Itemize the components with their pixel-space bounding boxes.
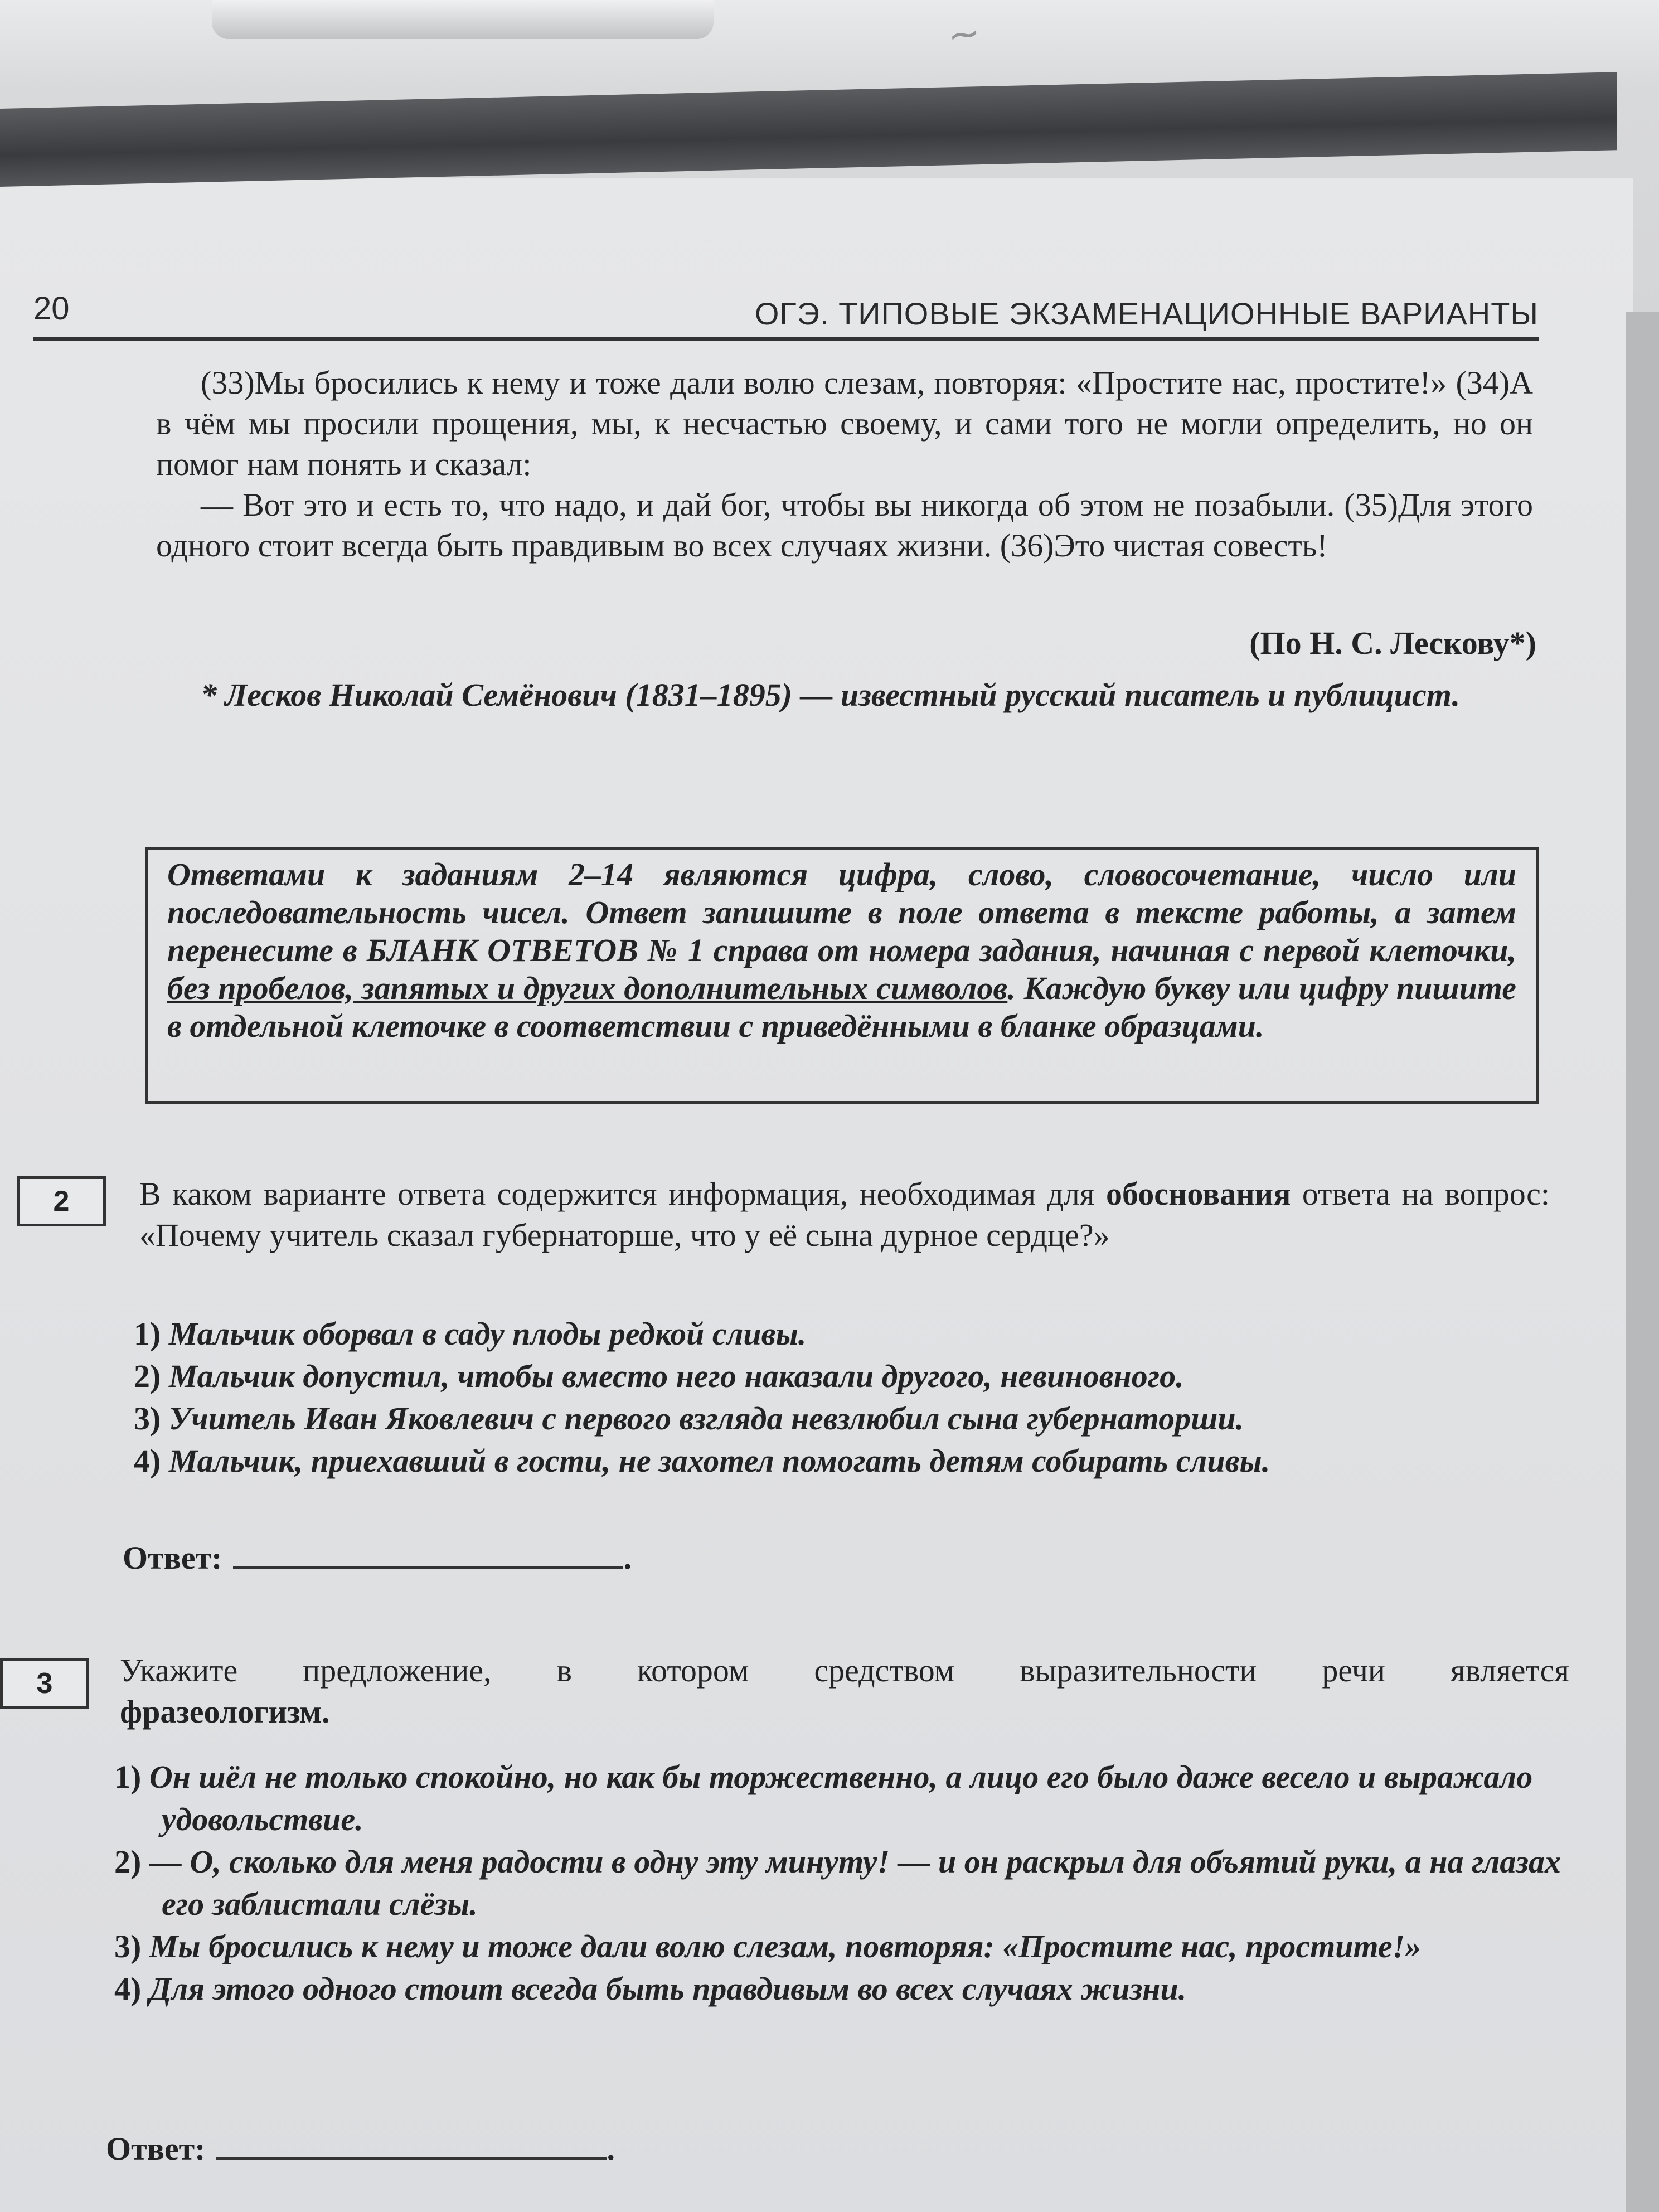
question-3-text <box>120 1650 1569 1733</box>
handwriting-scribble: ~ <box>944 9 984 59</box>
question-2-text <box>139 1173 1550 1256</box>
question-3-option-4[interactable]: 4) Для этого одного стоит всегда быть правдивым во всех случаях жизни. <box>114 1971 1187 2007</box>
question-2-option-3[interactable]: 3) Учитель Иван Яковлевич с первого взгляда невзлюбил сына губернаторши. <box>134 1400 1244 1437</box>
passage-paragraph-1: (33)Мы бросились к нему и тоже дали волю слезам, повторяя: «Простите нас, простите!» (34)А в чём мы просили прощения, мы, к несчастью своему, и сами того не могли определить, но он помог нам понять и сказал: <box>156 365 1533 482</box>
question-3-answer: Ответ: . <box>106 2131 615 2167</box>
instructions-part-2: . Каждую букву или цифру пишите в отдельной клеточке в соответствии с приведёнными в бланке образцами. <box>167 970 1517 1044</box>
question-3-answer-label: Ответ: <box>106 2131 206 2167</box>
question-2-option-2[interactable]: 2) Мальчик допустил, чтобы вместо него наказали другого, невиновного. <box>134 1358 1184 1394</box>
question-3-text-bold: фразеологизм. <box>120 1694 330 1730</box>
question-2-answer-label: Ответ: <box>123 1540 222 1576</box>
pen-object <box>212 0 714 39</box>
question-2-number-box: 2 <box>17 1176 106 1226</box>
instructions-underlined: без пробелов, запятых и других дополнительных символов <box>167 970 1008 1006</box>
reading-passage <box>156 362 1533 566</box>
question-3-answer-field[interactable] <box>216 2129 607 2160</box>
question-3-option-2[interactable]: 2) — О, сколько для меня радости в одну эту минуту! — и он раскрыл для объятий руки, а на глазах его заблистали слёзы. <box>114 1844 1561 1922</box>
passage-source: (По Н. С. Лескову*) <box>1249 625 1536 661</box>
question-2-option-4[interactable]: 4) Мальчик, приехавший в гости, не захотел помогать детям собирать сливы. <box>134 1443 1270 1479</box>
question-2-text-bold: обоснования <box>1105 1176 1291 1212</box>
passage-paragraph-2: — Вот это и есть то, что надо, и дай бог, чтобы вы никогда об этом не позабыли. (35)Для этого одного стоит всегда быть правдивым во всех случаях жизни. (36)Это чистая совесть! <box>156 487 1533 564</box>
book-title: ОГЭ. ТИПОВЫЕ ЭКЗАМЕНАЦИОННЫЕ ВАРИАНТЫ <box>754 296 1539 331</box>
question-2-text-start: В каком варианте ответа содержится информация, необходимая для <box>139 1176 1106 1212</box>
instructions-part-1: Ответами к заданиям 2–14 являются цифра, слово, словосочетание, число или последовательность чисел. Ответ запишите в поле ответа в тексте работы, а затем перенесите в БЛАНК ОТВЕТОВ № 1 справа от номера задания, начиная с первой клеточки, <box>167 856 1516 968</box>
question-2-text-end: ответа на вопрос: «Почему учитель сказал губернаторше, что у её сына дурное сердце?» <box>139 1176 1550 1253</box>
question-2-answer: Ответ: . <box>123 1540 632 1576</box>
instructions-text <box>167 856 1516 1045</box>
question-3-text-line: Укажите предложение, в котором средством выразительности речи является <box>120 1652 1569 1689</box>
question-2-options <box>134 1313 1270 1482</box>
question-2-option-1[interactable]: 1) Мальчик оборвал в саду плоды редкой сливы. <box>134 1316 807 1352</box>
desk-edge <box>1626 312 1659 2212</box>
question-3-option-3[interactable]: 3) Мы бросились к нему и тоже дали волю слезам, повторяя: «Простите нас, простите!» <box>114 1928 1422 1964</box>
header-divider <box>33 337 1539 341</box>
page-header <box>33 284 1539 334</box>
question-2-answer-field[interactable] <box>233 1539 623 1569</box>
question-3-options <box>114 1756 1575 2010</box>
question-3-number-box: 3 <box>0 1658 89 1709</box>
author-footnote: * Лесков Николай Семёнович (1831–1895) — известный русский писатель и публицист. <box>201 677 1461 713</box>
page-number: 20 <box>33 290 70 327</box>
question-3-option-1[interactable]: 1) Он шёл не только спокойно, но как бы торжественно, а лицо его было даже весело и выражало удовольствие. <box>114 1759 1533 1837</box>
